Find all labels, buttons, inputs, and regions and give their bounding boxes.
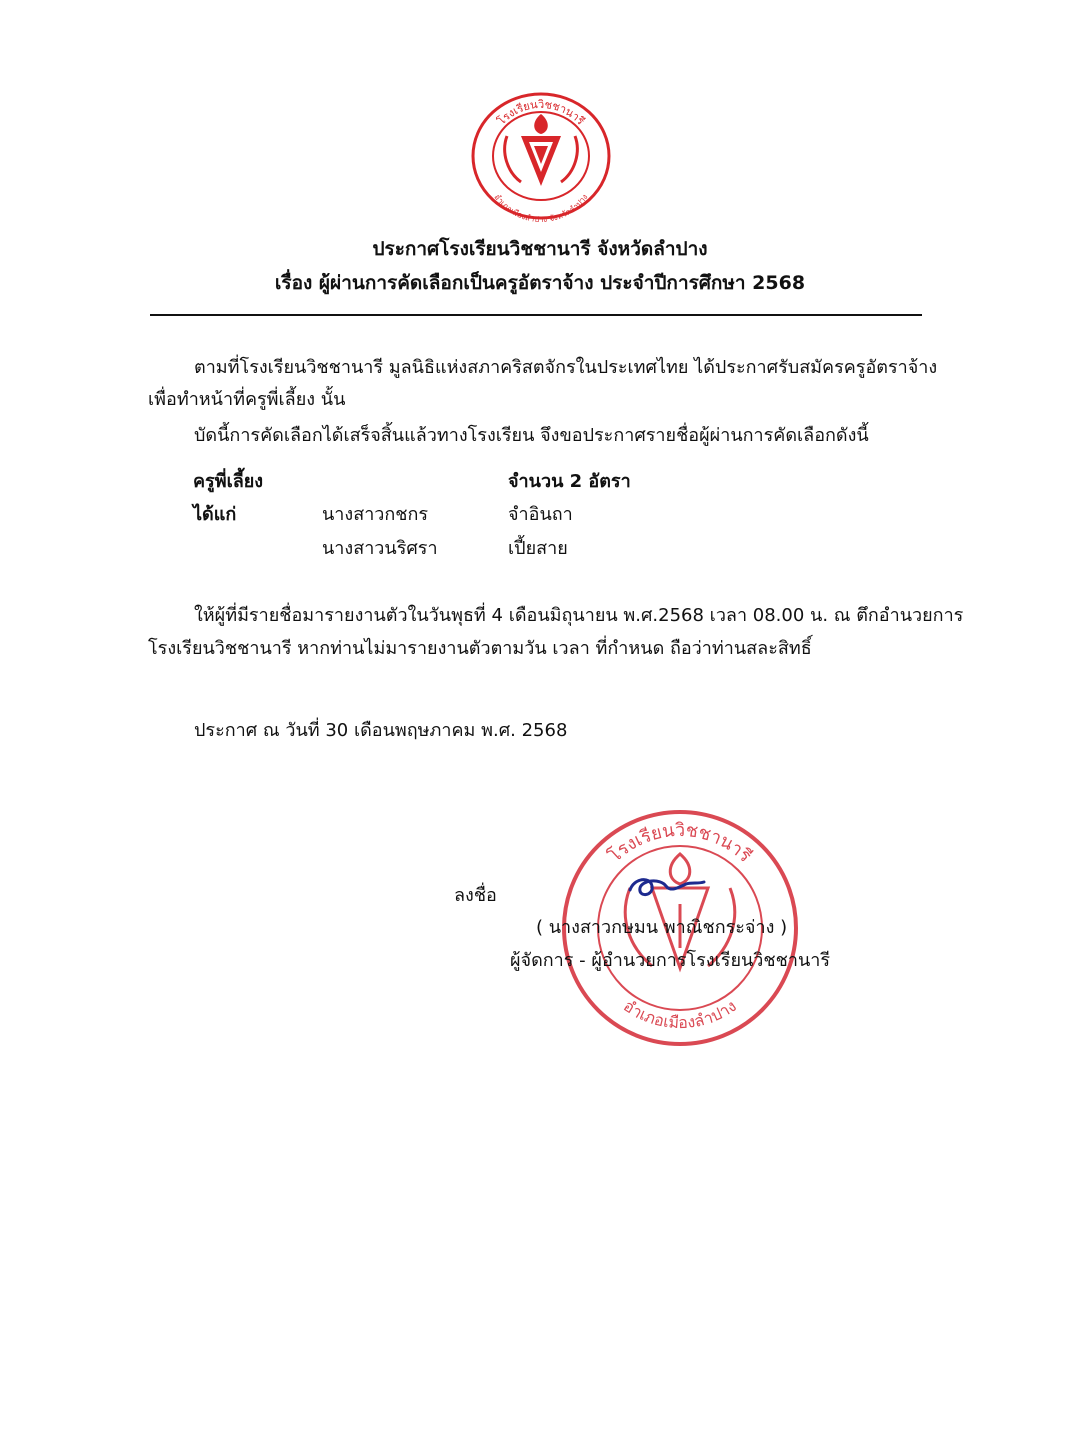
paragraph-1-line-1: ตามที่โรงเรียนวิชชานารี มูลนิธิแห่งสภาคริสตจักรในประเทศไทย ได้ประกาศรับสมัครครูอัตราจ้าง xyxy=(194,357,938,378)
svg-text:อำเภอเมืองลำปาง จังหวัดลำปาง xyxy=(492,192,589,224)
person-1-last-name: จำอินถา xyxy=(508,504,573,525)
logo-bottom-text: อำเภอเมืองลำปาง จังหวัดลำปาง xyxy=(492,192,590,225)
signer-name: ( นางสาวกษมน พาณิชกระจ่าง ) xyxy=(536,917,788,938)
handwritten-signature xyxy=(620,868,710,908)
report-line-2: โรงเรียนวิชชานารี หากท่านไม่มารายงานตัวตามวัน เวลา ที่กำหนด ถือว่าท่านสละสิทธิ์ xyxy=(148,638,812,659)
header-divider xyxy=(150,314,922,316)
sign-label: ลงชื่อ xyxy=(454,885,497,906)
announce-date: ประกาศ ณ วันที่ 30 เดือนพฤษภาคม พ.ศ. 2568 xyxy=(194,720,568,741)
paragraph-1-line-2: เพื่อทำหน้าที่ครูพี่เลี้ยง นั้น xyxy=(148,389,346,410)
signer-title: ผู้จัดการ - ผู้อำนวยการโรงเรียนวิชชานารี xyxy=(510,950,831,971)
announcement-title: ประกาศโรงเรียนวิชชานารี จังหวัดลำปาง xyxy=(372,238,708,260)
logo-top-text: โรงเรียนวิชชานารี xyxy=(494,97,588,128)
school-logo xyxy=(471,92,611,225)
report-line-1: ให้ผู้ที่มีรายชื่อมารายงานตัวในวันพุธที่ 4 เดือนมิถุนายน พ.ศ.2568 เวลา 08.00 น. ณ ตึกอำนวยการ xyxy=(194,605,964,626)
position-count: จำนวน 2 อัตรา xyxy=(508,471,631,492)
stamp-top-text: โรงเรียนวิชชานารี xyxy=(604,819,756,867)
person-2-first-name: นางสาวนริศรา xyxy=(322,538,438,559)
recipients-label: ได้แก่ xyxy=(193,504,237,525)
position-label: ครูพี่เลี้ยง xyxy=(193,471,264,492)
person-1-first-name: นางสาวกชกร xyxy=(322,504,429,525)
person-2-last-name: เปี้ยสาย xyxy=(508,538,568,559)
announcement-subject: เรื่อง ผู้ผ่านการคัดเลือกเป็นครูอัตราจ้าง ประจำปีการศึกษา 2568 xyxy=(274,272,806,294)
paragraph-2: บัดนี้การคัดเลือกได้เสร็จสิ้นแล้วทางโรงเรียน จึงขอประกาศรายชื่อผู้ผ่านการคัดเลือกดังนี้ xyxy=(194,425,869,446)
svg-text:อำเภอเมืองลำปาง xyxy=(620,996,740,1032)
stamp-bottom-text: อำเภอเมืองลำปาง xyxy=(620,996,740,1033)
